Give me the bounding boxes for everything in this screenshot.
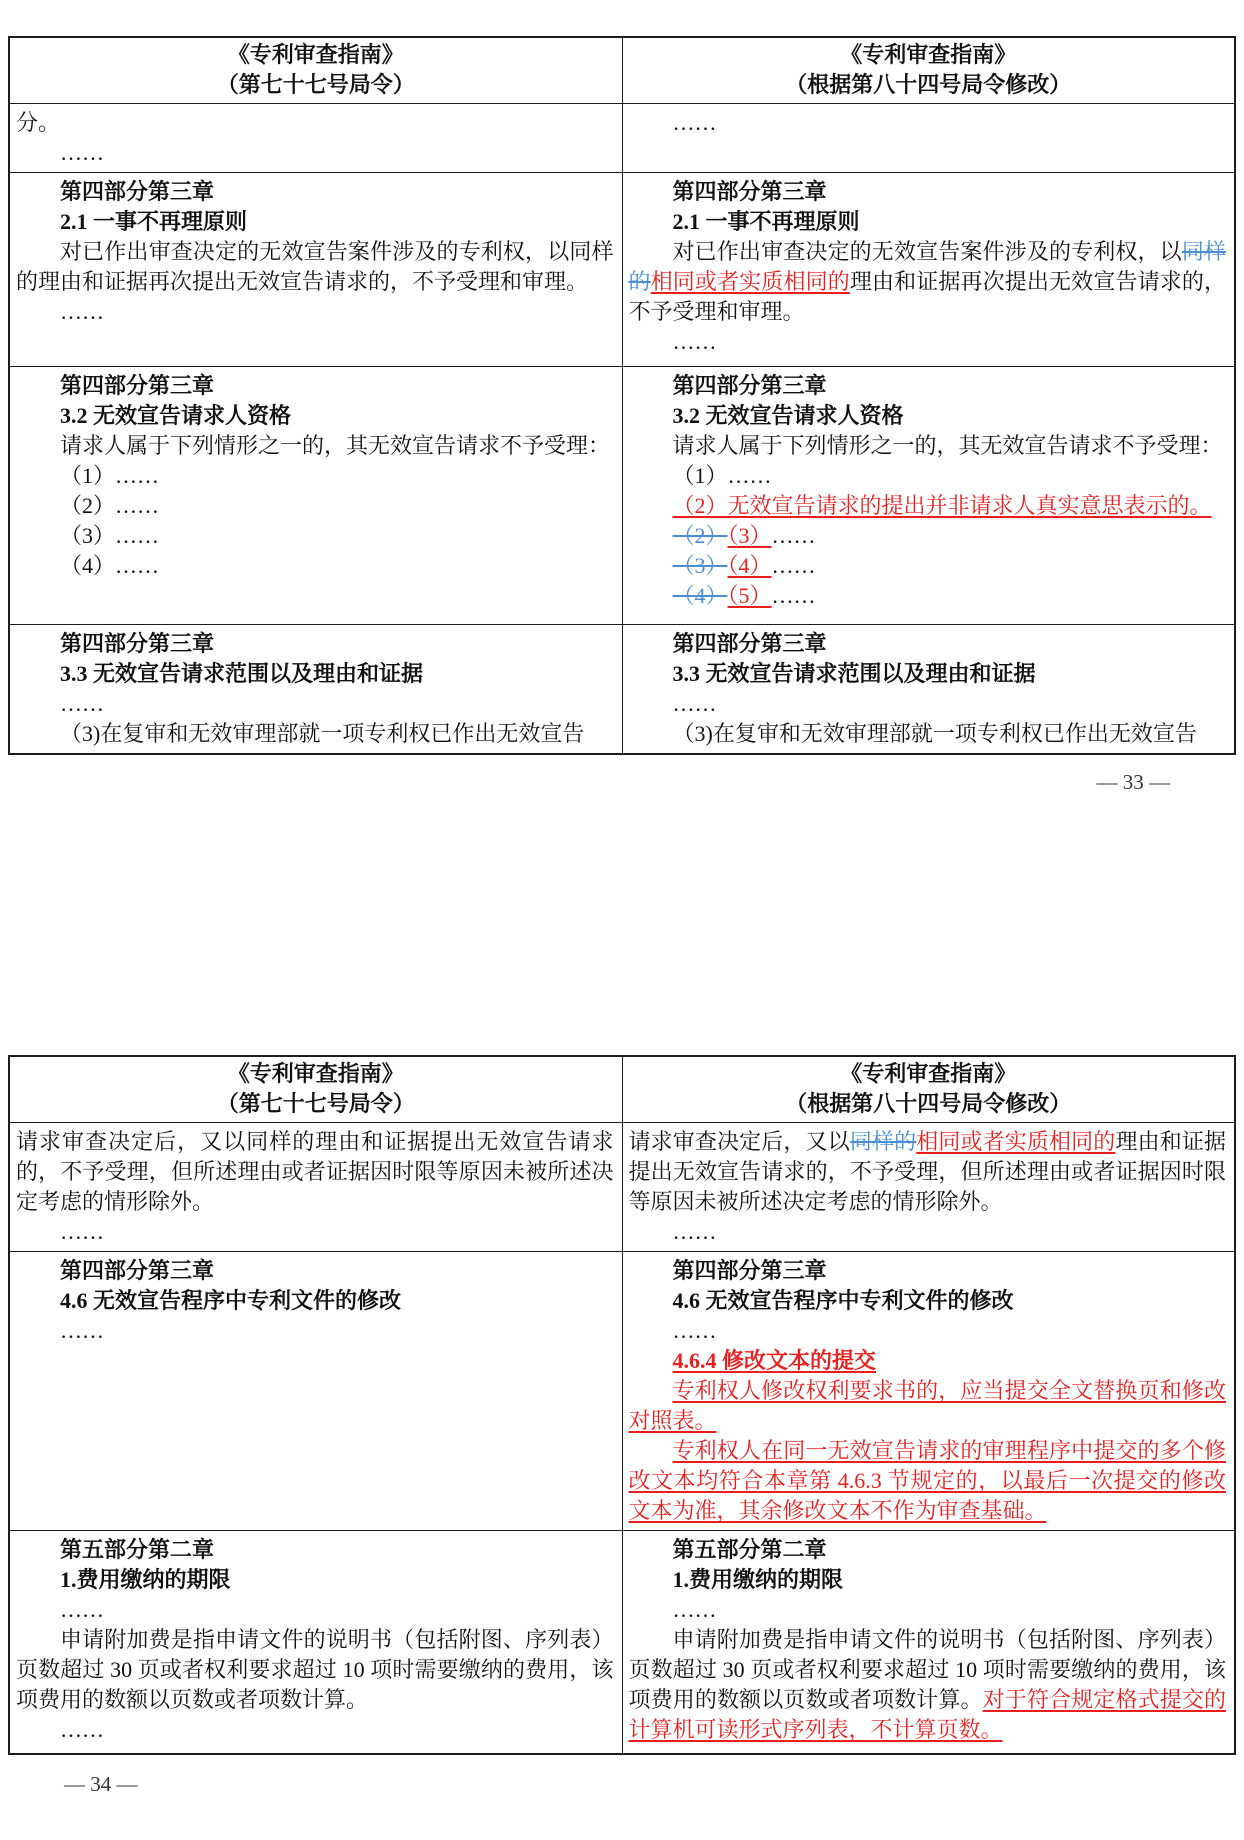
text-line [629,521,1227,551]
column-header-right [622,37,1235,103]
text-line [16,237,614,297]
cell-right [622,624,1235,754]
text-line [629,689,1227,719]
text-line [16,461,614,491]
text-segment: 1.费用缴纳的期限 [60,1567,231,1592]
text-segment: 1.费用缴纳的期限 [672,1567,844,1592]
column-header-line: 《专利审查指南》 [840,1061,1017,1087]
text-line [16,1127,614,1217]
text-line [629,1625,1227,1745]
text-segment: 第四部分第三章 [672,630,827,656]
text-segment: 请求人属于下列情形之一的，其无效宣告请求不予受理： [672,432,1223,458]
text-line [629,491,1227,521]
text-segment: 理由和证据提出无效宣告请求的，不予受理，但所述理由或者证据因时限等原因未被所述决定考虑的情形除外。 [628,1129,1226,1214]
text-segment: 第四部分第三章 [60,372,215,398]
cell-right [622,103,1235,172]
table-row [9,1531,1235,1754]
text-segment: 请求人属于下列情形之一的，其无效宣告请求不予受理： [60,432,611,458]
comparison-table [8,1055,1236,1755]
text-line [629,1316,1227,1346]
text-segment: …… [771,582,816,608]
cell-left [9,1252,622,1531]
table-row [9,366,1235,624]
text-line [16,1595,614,1625]
section-heading [629,1256,1227,1286]
text-segment: …… [771,552,816,578]
text-segment: 申请附加费是指申请文件的说明书（包括附图、序列表）页数超过 30 页或者权利要求超过 10 项时需要缴纳的费用，该项费用的数额以页数或者项数计算。 [16,1627,614,1712]
text-line [629,1436,1227,1526]
column-header-line: （第七十七号局令） [216,72,415,98]
inserted-text: 4.6.4 修改文本的提交 [672,1348,877,1373]
text-segment: 对已作出审查决定的无效宣告案件涉及的专利权，以 [672,238,1182,264]
cell-left [9,103,622,172]
section-heading [16,371,614,401]
column-header-line: 《专利审查指南》 [227,1061,404,1087]
text-segment: （3)在复审和无效审理部就一项专利权已作出无效宣告 [672,720,1197,746]
inserted-text: 专利权人在同一无效宣告请求的审理程序中提交的多个修改文本均符合本章第 4.6.3 节规定的，以最后一次提交的修改文本为准，其余修改文本不作为审查基础。 [628,1438,1226,1523]
text-line [16,689,614,719]
text-segment: 第五部分第二章 [672,1537,827,1562]
inserted-text: 相同或者实质相同的 [650,268,850,294]
text-segment: …… [672,690,717,716]
table-row [9,1252,1235,1531]
text-segment: 理由和证据再次提出无效宣告请求的，不予受理和审理。 [628,268,1226,324]
text-line [629,1217,1227,1247]
text-segment: …… [672,1219,717,1244]
cell-right [622,1123,1235,1252]
text-segment: （3）…… [60,522,160,548]
comparison-table-bottom [8,1055,1236,1755]
section-heading [16,1535,614,1565]
text-segment: 3.3 无效宣告请求范围以及理由和证据 [672,660,1036,686]
text-line [629,237,1227,327]
column-header-right [622,1056,1235,1123]
deleted-text: （3） [672,552,728,578]
section-heading [16,401,614,431]
comparison-table [8,36,1236,755]
inserted-text: （5） [727,582,772,608]
text-segment: …… [771,522,816,548]
text-line [16,1316,614,1346]
column-header-left [9,37,622,103]
text-segment: 第四部分第三章 [672,372,827,398]
column-header-left [9,1056,622,1123]
cell-left [9,1123,622,1252]
section-heading [629,1535,1227,1565]
page-number-33: — 33 — [1096,769,1170,794]
column-header-line: （第七十七号局令） [216,1091,415,1117]
text-line [629,719,1227,749]
text-line [16,719,614,749]
text-segment: （1）…… [672,462,772,488]
text-line [629,1595,1227,1625]
table-header-row [9,1056,1235,1123]
text-line [16,431,614,461]
cell-left [9,172,622,366]
table-row [9,624,1235,754]
text-line [629,1127,1227,1217]
section-heading [629,177,1227,207]
section-heading [629,401,1227,431]
inserted-text: （2）无效宣告请求的提出并非请求人真实意思表示的。 [672,492,1212,518]
cell-right [622,1531,1235,1754]
text-segment: 第四部分第三章 [672,178,827,204]
text-segment: 第四部分第三章 [60,1258,215,1283]
text-segment: （4）…… [60,552,160,578]
text-segment: 第四部分第三章 [672,1258,827,1283]
section-heading [629,371,1227,401]
cell-right [622,172,1235,366]
table-row [9,103,1235,172]
text-segment: 对已作出审查决定的无效宣告案件涉及的专利权，以同样的理由和证据再次提出无效宣告请求的，不予受理和审理。 [16,238,614,294]
text-segment: …… [60,1318,104,1343]
section-heading [16,177,614,207]
document-page [0,36,1244,1799]
text-segment: （1）…… [60,462,160,488]
table-header-row [9,37,1235,103]
text-line [16,491,614,521]
text-segment: …… [672,1318,717,1343]
section-heading [629,1346,1227,1376]
text-segment: （3)在复审和无效审理部就一项专利权已作出无效宣告 [60,720,585,746]
deleted-text: （2） [672,522,728,548]
table-row [9,172,1235,366]
cell-left [9,1531,622,1754]
section-heading [16,1286,614,1316]
text-segment: 第四部分第三章 [60,630,215,656]
section-heading [16,659,614,689]
inserted-text: 对于符合规定格式提交的计算机可读形式序列表，不计算页数。 [628,1687,1226,1742]
page-number-34: — 34 — [64,1771,138,1796]
text-segment: 3.2 无效宣告请求人资格 [60,402,292,428]
text-line [16,551,614,581]
text-line [16,1217,614,1247]
text-line [629,461,1227,491]
comparison-table-top [8,36,1236,755]
text-segment: 3.3 无效宣告请求范围以及理由和证据 [60,660,424,686]
section-heading [629,207,1227,237]
text-segment: 请求审查决定后，又以 [628,1129,850,1154]
cell-left [9,624,622,754]
text-line [629,551,1227,581]
inserted-text: （4） [727,552,772,578]
text-segment: 分。 [16,109,61,135]
text-segment: …… [60,1717,104,1742]
section-heading [629,659,1227,689]
inserted-text: 相同或者实质相同的 [916,1129,1116,1154]
column-header-line: 《专利审查指南》 [227,42,404,68]
inserted-text: （3） [727,522,772,548]
text-line [16,108,614,138]
section-heading [16,629,614,659]
text-segment: （2）…… [60,492,160,518]
section-heading [16,1256,614,1286]
deleted-text: 同样的 [628,238,1226,294]
text-line [629,327,1227,357]
column-header-line: （根据第八十四号局令修改） [785,1091,1072,1117]
section-heading [629,629,1227,659]
text-segment: 2.1 一事不再理原则 [60,208,248,234]
text-segment: …… [60,1219,104,1244]
column-header-line: （根据第八十四号局令修改） [785,72,1072,98]
text-segment: …… [60,298,104,324]
section-heading [629,1286,1227,1316]
text-line [629,1376,1227,1436]
inserted-text: 专利权人修改权利要求书的，应当提交全文替换页和修改对照表。 [628,1378,1226,1433]
text-segment: 4.6 无效宣告程序中专利文件的修改 [672,1288,1014,1313]
text-segment: 3.2 无效宣告请求人资格 [672,402,904,428]
text-segment: …… [672,1597,717,1622]
cell-right [622,1252,1235,1531]
text-segment: 第四部分第三章 [60,178,215,204]
text-segment: …… [60,139,104,165]
cell-right [622,366,1235,624]
text-line [629,581,1227,611]
text-segment: 4.6 无效宣告程序中专利文件的修改 [60,1288,402,1313]
text-segment: 请求审查决定后，又以同样的理由和证据提出无效宣告请求的，不予受理，但所述理由或者证据因时限等原因未被所述决定考虑的情形除外。 [16,1129,614,1214]
text-line [629,108,1227,138]
text-segment: 2.1 一事不再理原则 [672,208,860,234]
text-segment: …… [672,328,717,354]
section-heading [629,1565,1227,1595]
text-segment: 第五部分第二章 [60,1537,215,1562]
text-line [629,431,1227,461]
text-line [16,1715,614,1745]
text-line [16,138,614,168]
column-header-line: 《专利审查指南》 [840,42,1017,68]
table-row [9,1123,1235,1252]
section-heading [16,1565,614,1595]
text-line [16,297,614,327]
deleted-text: 同样的 [849,1129,917,1154]
text-segment: …… [60,1597,104,1622]
text-segment: 申请附加费是指申请文件的说明书（包括附图、序列表）页数超过 30 页或者权利要求超过 10 项时需要缴纳的费用，该项费用的数额以页数或者项数计算。 [628,1627,1226,1712]
deleted-text: （4） [672,582,728,608]
cell-left [9,366,622,624]
text-line [16,1625,614,1715]
text-line [16,521,614,551]
text-segment: …… [60,690,104,716]
text-segment: …… [672,109,717,135]
section-heading [16,207,614,237]
